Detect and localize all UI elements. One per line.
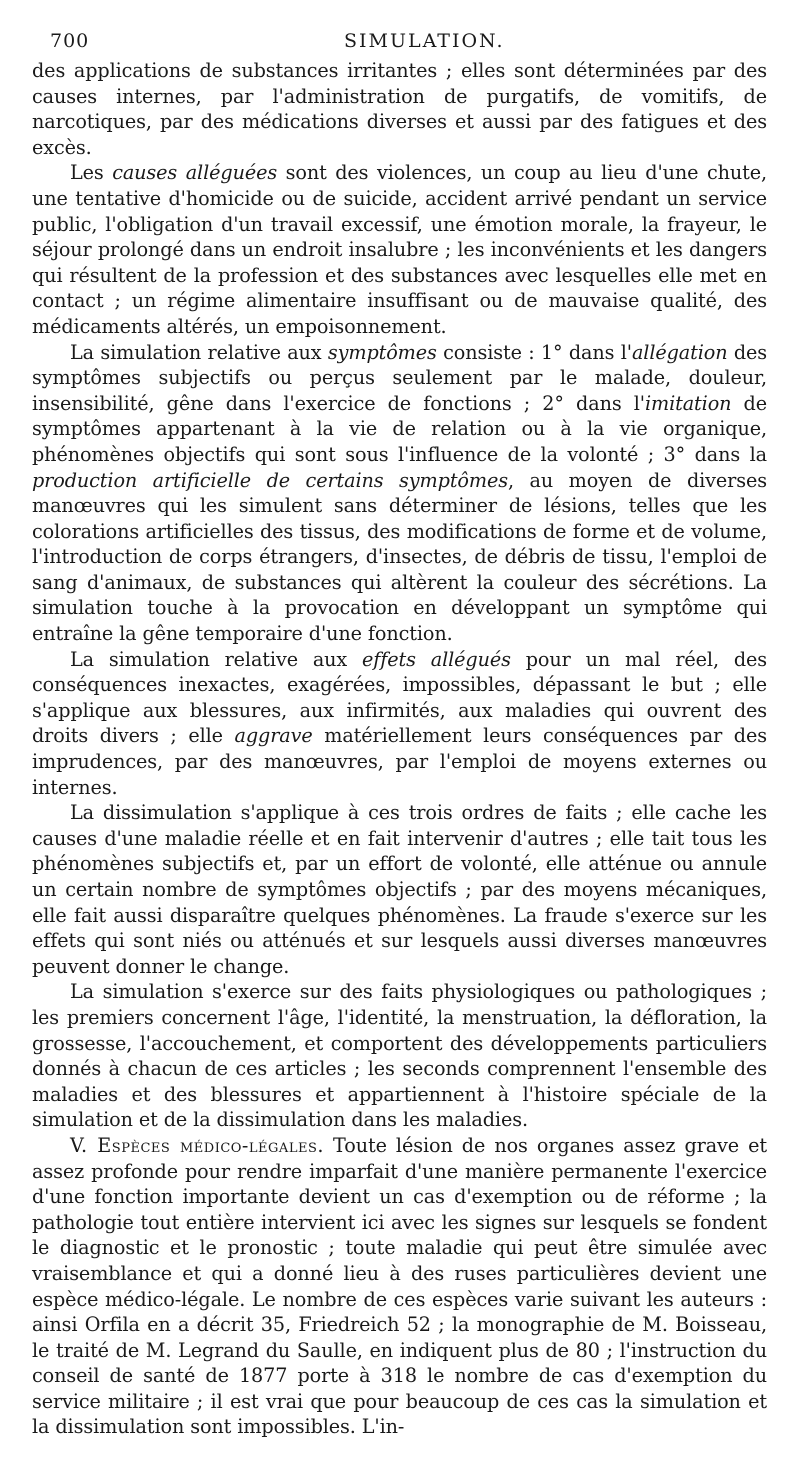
running-title: SIMULATION. bbox=[344, 30, 505, 52]
page-number: 700 bbox=[50, 30, 90, 52]
paragraph-faits-physiologiques: La simulation s'exerce sur des faits physiologiques ou pathologiques ; les premiers concernent l'âge, l'identité, la menstruation, la défloration, la grossesse, l'accouchement, et comportent des développements particuliers donnés à chacun de ces articles ; les seconds comprennent l'ensemble des maladies et des blessures et appartiennent à l'histoire spéciale de la simulation et de la dissimulation dans les maladies. bbox=[32, 980, 767, 1132]
paragraph-effets-allegues: La simulation relative aux effets allégués pour un mal réel, des conséquences inexactes, exagérées, impossibles, dépassant le but ; elle s'applique aux blessures, aux infirmités, aux maladies qui ouvrent des droits divers ; elle aggrave matériellement leurs conséquences par des imprudences, par des manœuvres, par l'emploi de moyens externes ou internes. bbox=[32, 647, 767, 799]
section-heading: V. Espèces médico-légales. bbox=[70, 1133, 324, 1157]
paragraph-symptomes: La simulation relative aux symptômes consiste : 1° dans l'allégation des symptômes subjectifs ou perçus seulement par le malade, douleur, insensibilité, gêne dans l'exercice de fonctions ; 2° dans l'imitation de symptômes appartenant à la vie de relation ou à la vie organique, phénomènes objectifs qui sont sous l'influence de la volonté ; 3° dans la production artificielle de certains symptômes, au moyen de diverses manœuvres qui les simulent sans déterminer de lésions, telles que les colorations artificielles des tissus, des modifications de forme et de volume, l'introduction de corps étrangers, d'insectes, de débris de tissu, l'emploi de sang d'animaux, de substances qui altèrent la couleur des sécrétions. La simulation touche à la provocation en développant un symptôme qui entraîne la gêne temporaire d'une fonction. bbox=[32, 340, 768, 646]
paragraph-causes-internes: des applications de substances irritantes ; elles sont déterminées par des causes internes, par l'administration de purgatifs, de vomitifs, de narcotiques, par des médications diverses et aussi par des fatigues et des excès. bbox=[32, 59, 767, 159]
paragraph-especes-medico-legales: V. Espèces médico-légales. Toute lésion de nos organes assez grave et assez profonde pour rendre imparfait d'une manière permanente l'exercice d'une fonction importante devient un cas d'exemption ou de réforme ; la pathologie tout entière intervient ici avec les signes sur lesquels se fondent le diagnostic et le pronostic ; toute maladie qui peut être simulée avec vraisemblance et qui a donné lieu à des ruses particulières devient une espèce médico-légale. Le nombre de ces espèces varie suivant les auteurs : ainsi Orfila en a décrit 35, Friedreich 52 ; la monographie de M. Boisseau, le traité de M. Legrand du Saulle, en indiquent plus de 80 ; l'instruction du conseil de santé de 1877 porte à 318 le nombre de cas d'exemption du service militaire ; il est vrai que pour beaucoup de ces cas la simulation et la dissimulation sont impossibles. L'in- bbox=[32, 1133, 768, 1439]
page-header bbox=[32, 30, 767, 58]
book-page bbox=[32, 30, 767, 1440]
paragraph-causes-alleguees: Les causes alléguées sont des violences, un coup au lieu d'une chute, une tentative d'homicide ou de suicide, accident arrivé pendant un service public, l'obligation d'un travail excessif, une émotion morale, la frayeur, le séjour prolongé dans un endroit insalubre ; les inconvénients et les dangers qui résultent de la profession et des substances avec lesquelles elle met en contact ; un régime alimentaire insuffisant ou de mauvaise qualité, des médicaments altérés, un empoisonnement. bbox=[32, 161, 767, 338]
paragraph-dissimulation: La dissimulation s'applique à ces trois ordres de faits ; elle cache les causes d'une maladie réelle et en fait intervenir d'autres ; elle tait tous les phénomènes subjectifs et, par un effort de volonté, elle atténue ou annule un certain nombre de symptômes objectifs ; par des moyens mécaniques, elle fait aussi disparaître quelques phénomènes. La fraude s'exerce sur les effets qui sont niés ou atténués et sur lesquels aussi diverses manœuvres peuvent donner le change. bbox=[32, 801, 767, 978]
body-text bbox=[32, 58, 767, 1440]
